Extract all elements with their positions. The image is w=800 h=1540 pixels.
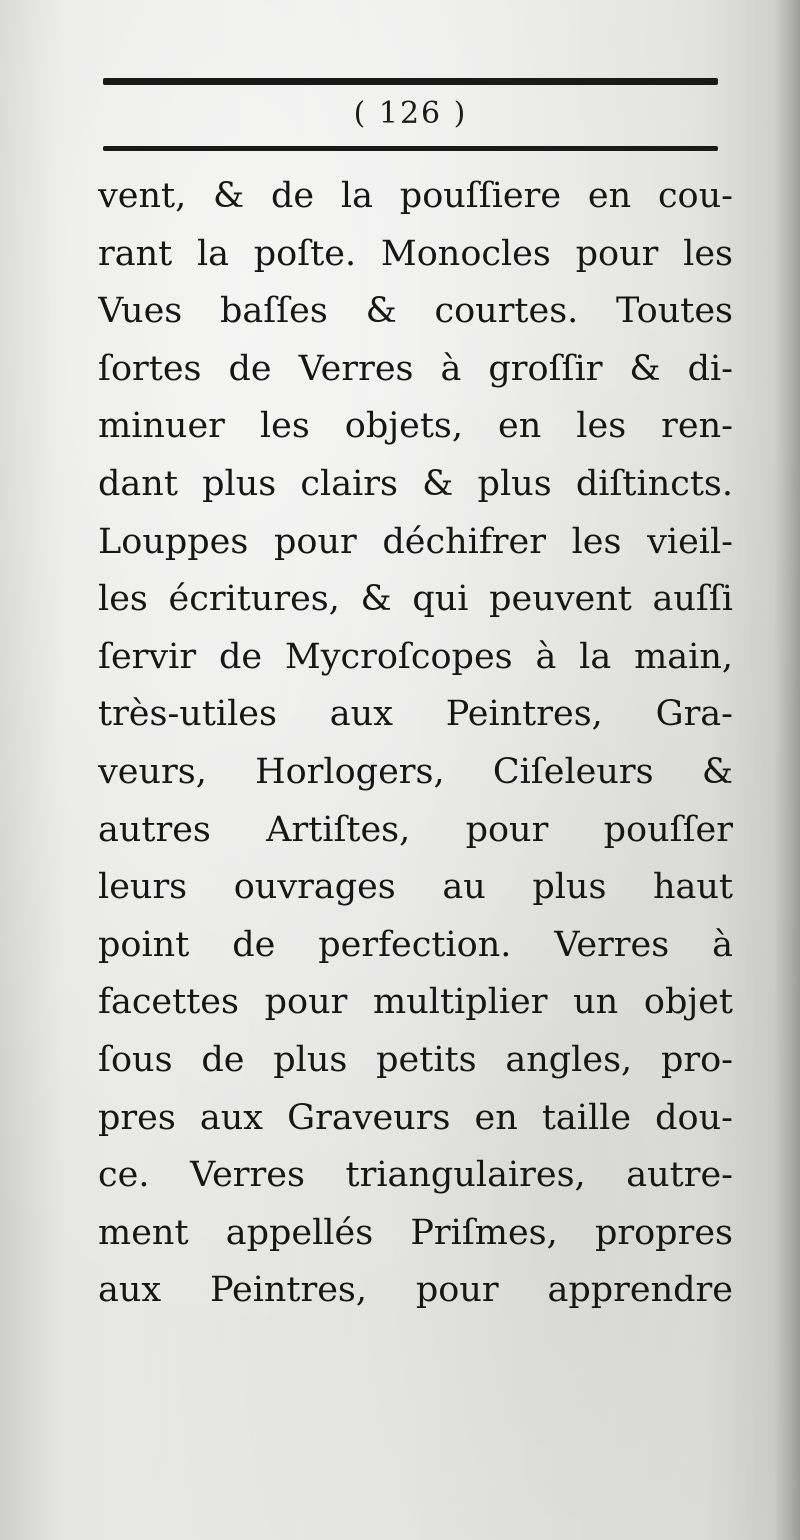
text-line: Louppes pour déchifrer les vieil- [98,521,733,562]
text-line: très-utiles aux Peintres, Gra- [98,694,733,735]
text-line: ment appellés Priſmes, propres [98,1212,733,1253]
text-line: ſervir de Mycroſcopes à la main, [98,636,733,677]
text-line: vent, & de la pouſſiere en cou- [98,176,733,216]
page-edge-shadow [774,0,800,1540]
text-line: dant plus clairs & plus diſtincts. [98,463,733,504]
text-line: Vues baſſes & courtes. Toutes [98,291,733,332]
text-line: veurs, Horlogers, Ciſeleurs & [98,751,733,792]
text-line: les écritures, & qui peuvent auſſi [98,579,733,620]
text-line: minuer les objets, en les ren- [98,406,733,447]
text-line: pres aux Graveurs en taille dou- [98,1097,733,1138]
text-line: facettes pour multiplier un objet [98,982,733,1023]
page-number: ( 126 ) [353,96,468,131]
text-line: ſous de plus petits angles, pro- [98,1039,733,1080]
text-line: leurs ouvrages au plus haut [98,867,733,908]
text-line: ce. Verres triangulaires, autre- [98,1155,733,1196]
text-line: ſortes de Verres à groſſir & di- [98,348,733,389]
text-line: autres Artiſtes, pour pouſſer [98,809,733,850]
header-rule-top [103,78,718,85]
header-rule-bottom [103,146,718,151]
text-line: point de perfection. Verres à [98,924,733,965]
text-line: aux Peintres, pour apprendre [98,1270,733,1311]
body-text [98,168,733,1320]
text-line: rant la poſte. Monocles pour les [98,233,733,274]
